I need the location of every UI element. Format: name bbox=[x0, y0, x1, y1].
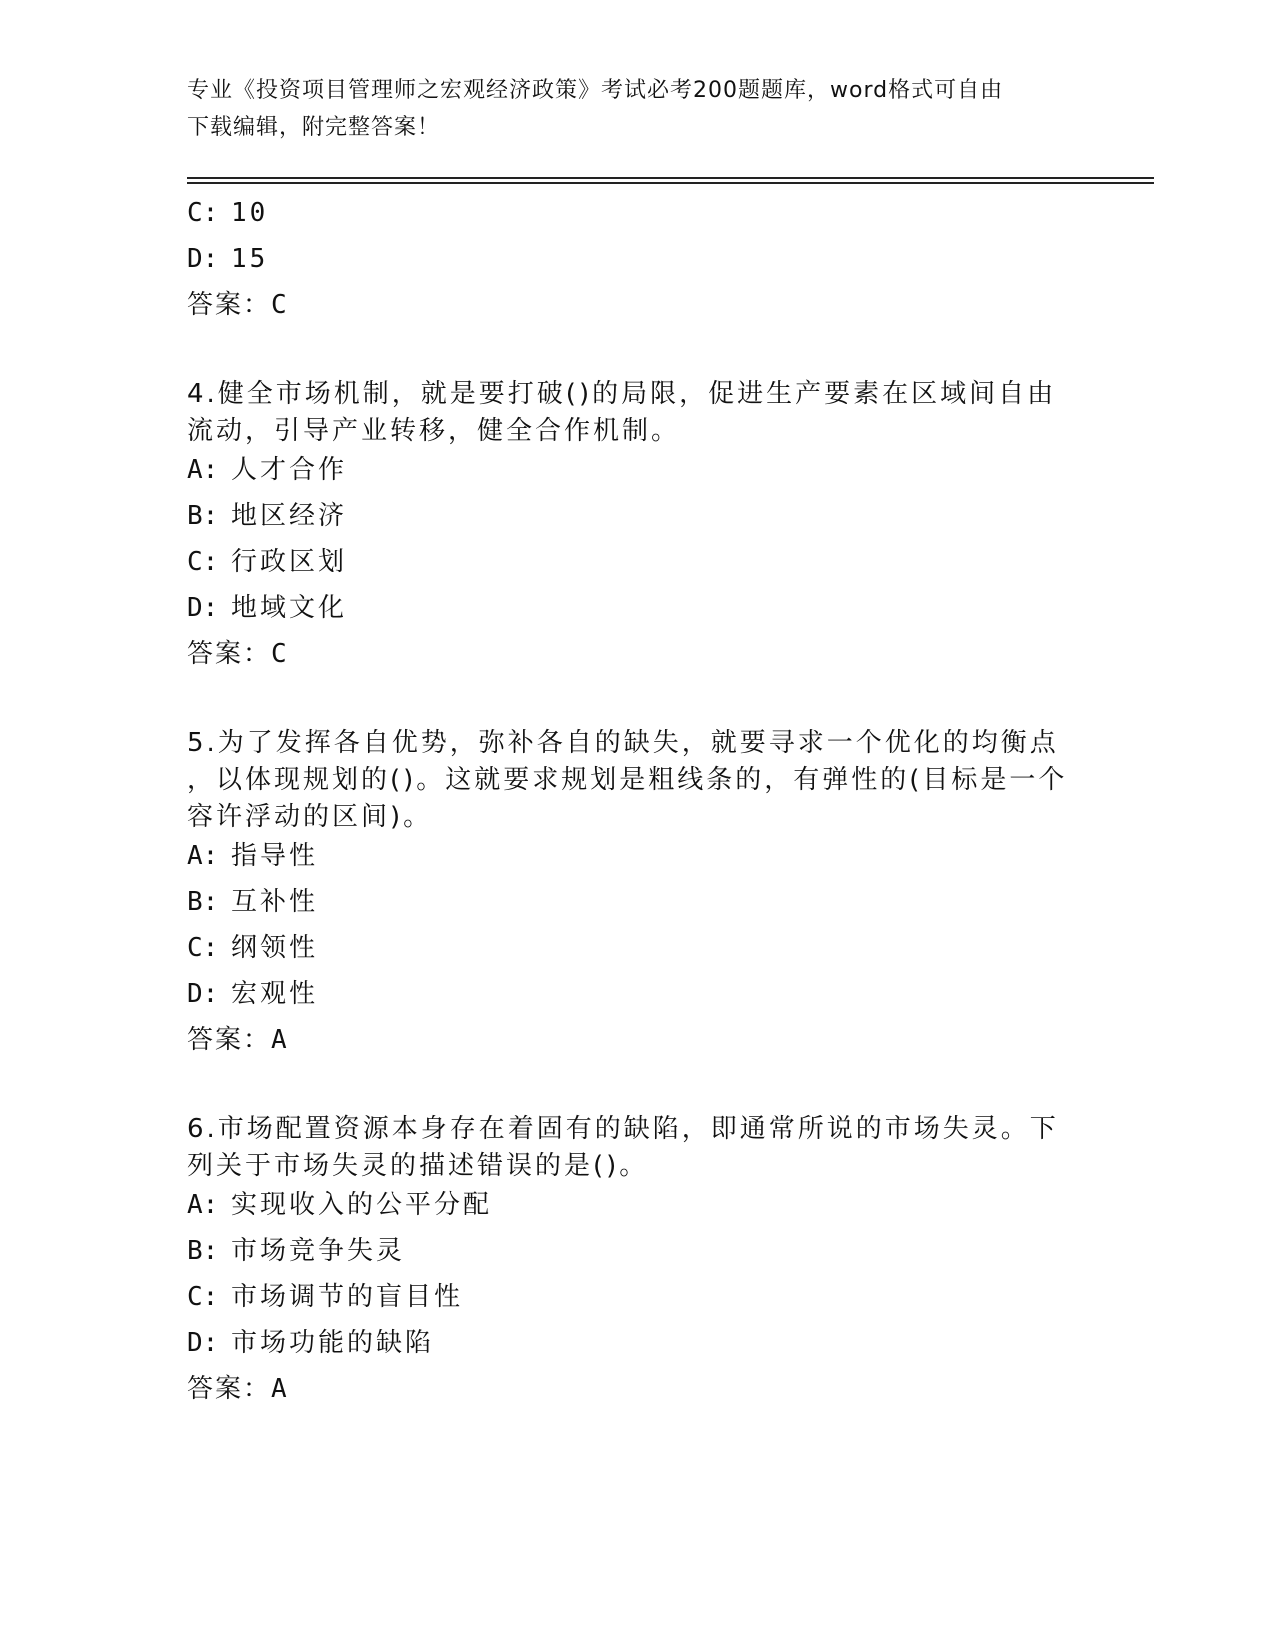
option-key: C: bbox=[187, 1282, 219, 1312]
answer-label: 答案： bbox=[187, 1025, 272, 1055]
answer-value: A bbox=[271, 1025, 287, 1055]
question-text-line: 容许浮动的区间)。 bbox=[187, 802, 433, 832]
option-b bbox=[187, 1228, 1087, 1274]
answer-line bbox=[187, 631, 1087, 677]
option-key: A: bbox=[187, 1190, 219, 1220]
option-d bbox=[187, 1320, 1087, 1366]
question-6 bbox=[187, 1108, 1087, 1412]
option-key: B: bbox=[187, 1236, 219, 1266]
question-text-line: 流动，引导产业转移，健全合作机制。 bbox=[187, 416, 681, 446]
option-b bbox=[187, 879, 1087, 925]
option-text: 地区经济 bbox=[231, 501, 348, 531]
question-4 bbox=[187, 373, 1087, 677]
option-key: B: bbox=[187, 887, 219, 917]
option-c bbox=[187, 1274, 1087, 1320]
option-a bbox=[187, 1182, 1087, 1228]
option-text: 指导性 bbox=[231, 841, 319, 871]
option-key: A: bbox=[187, 455, 219, 485]
option-key: D: bbox=[187, 979, 219, 1009]
option-c bbox=[187, 190, 1087, 236]
question-text-line: 6.市场配置资源本身存在着固有的缺陷，即通常所说的市场失灵。下 bbox=[187, 1114, 1059, 1144]
question-3-tail bbox=[187, 190, 1087, 328]
answer-value: C bbox=[271, 639, 287, 669]
option-text: 地域文化 bbox=[231, 593, 348, 623]
option-d bbox=[187, 236, 1087, 282]
answer-value: A bbox=[271, 1374, 287, 1404]
option-key: D: bbox=[187, 1328, 219, 1358]
option-key: C: bbox=[187, 547, 219, 577]
option-b bbox=[187, 493, 1087, 539]
option-text: 行政区划 bbox=[231, 547, 348, 577]
option-key: C: bbox=[187, 198, 219, 228]
question-text-line: 4.健全市场机制，就是要打破()的局限，促进生产要素在区域间自由 bbox=[187, 379, 1057, 409]
option-text: 市场竞争失灵 bbox=[231, 1236, 406, 1266]
option-c bbox=[187, 925, 1087, 971]
document-header bbox=[187, 72, 1087, 146]
answer-value: C bbox=[271, 290, 287, 320]
answer-label: 答案： bbox=[187, 639, 272, 669]
option-text: 人才合作 bbox=[231, 455, 348, 485]
answer-line bbox=[187, 282, 1087, 328]
option-text: 互补性 bbox=[231, 887, 319, 917]
option-key: D: bbox=[187, 593, 219, 623]
header-line-2: 下载编辑，附完整答案！ bbox=[187, 115, 441, 140]
option-d bbox=[187, 971, 1087, 1017]
question-5 bbox=[187, 722, 1087, 1063]
option-key: B: bbox=[187, 501, 219, 531]
question-text-line: 列关于市场失灵的描述错误的是()。 bbox=[187, 1151, 649, 1181]
option-text: 15 bbox=[231, 244, 269, 274]
question-text-line: 5.为了发挥各自优势，弥补各自的缺失，就要寻求一个优化的均衡点 bbox=[187, 728, 1059, 758]
option-text: 市场调节的盲目性 bbox=[231, 1282, 464, 1312]
option-text: 纲领性 bbox=[231, 933, 319, 963]
option-text: 10 bbox=[231, 198, 269, 228]
answer-line bbox=[187, 1017, 1087, 1063]
option-c bbox=[187, 539, 1087, 585]
header-line-1: 专业《投资项目管理师之宏观经济政策》考试必考200题题库，word格式可自由 bbox=[187, 78, 1004, 103]
option-key: C: bbox=[187, 933, 219, 963]
answer-label: 答案： bbox=[187, 290, 272, 320]
option-key: D: bbox=[187, 244, 219, 274]
option-d bbox=[187, 585, 1087, 631]
header-divider-bottom bbox=[187, 182, 1154, 184]
option-key: A: bbox=[187, 841, 219, 871]
option-a bbox=[187, 833, 1087, 879]
option-text: 实现收入的公平分配 bbox=[231, 1190, 493, 1220]
question-text-line: ，以体现规划的()。这就要求规划是粗线条的，有弹性的(目标是一个 bbox=[187, 765, 1068, 795]
answer-label: 答案： bbox=[187, 1374, 272, 1404]
option-text: 宏观性 bbox=[231, 979, 319, 1009]
answer-line bbox=[187, 1366, 1087, 1412]
option-text: 市场功能的缺陷 bbox=[231, 1328, 435, 1358]
header-divider-top bbox=[187, 177, 1154, 179]
option-a bbox=[187, 447, 1087, 493]
document-body bbox=[187, 190, 1087, 1412]
